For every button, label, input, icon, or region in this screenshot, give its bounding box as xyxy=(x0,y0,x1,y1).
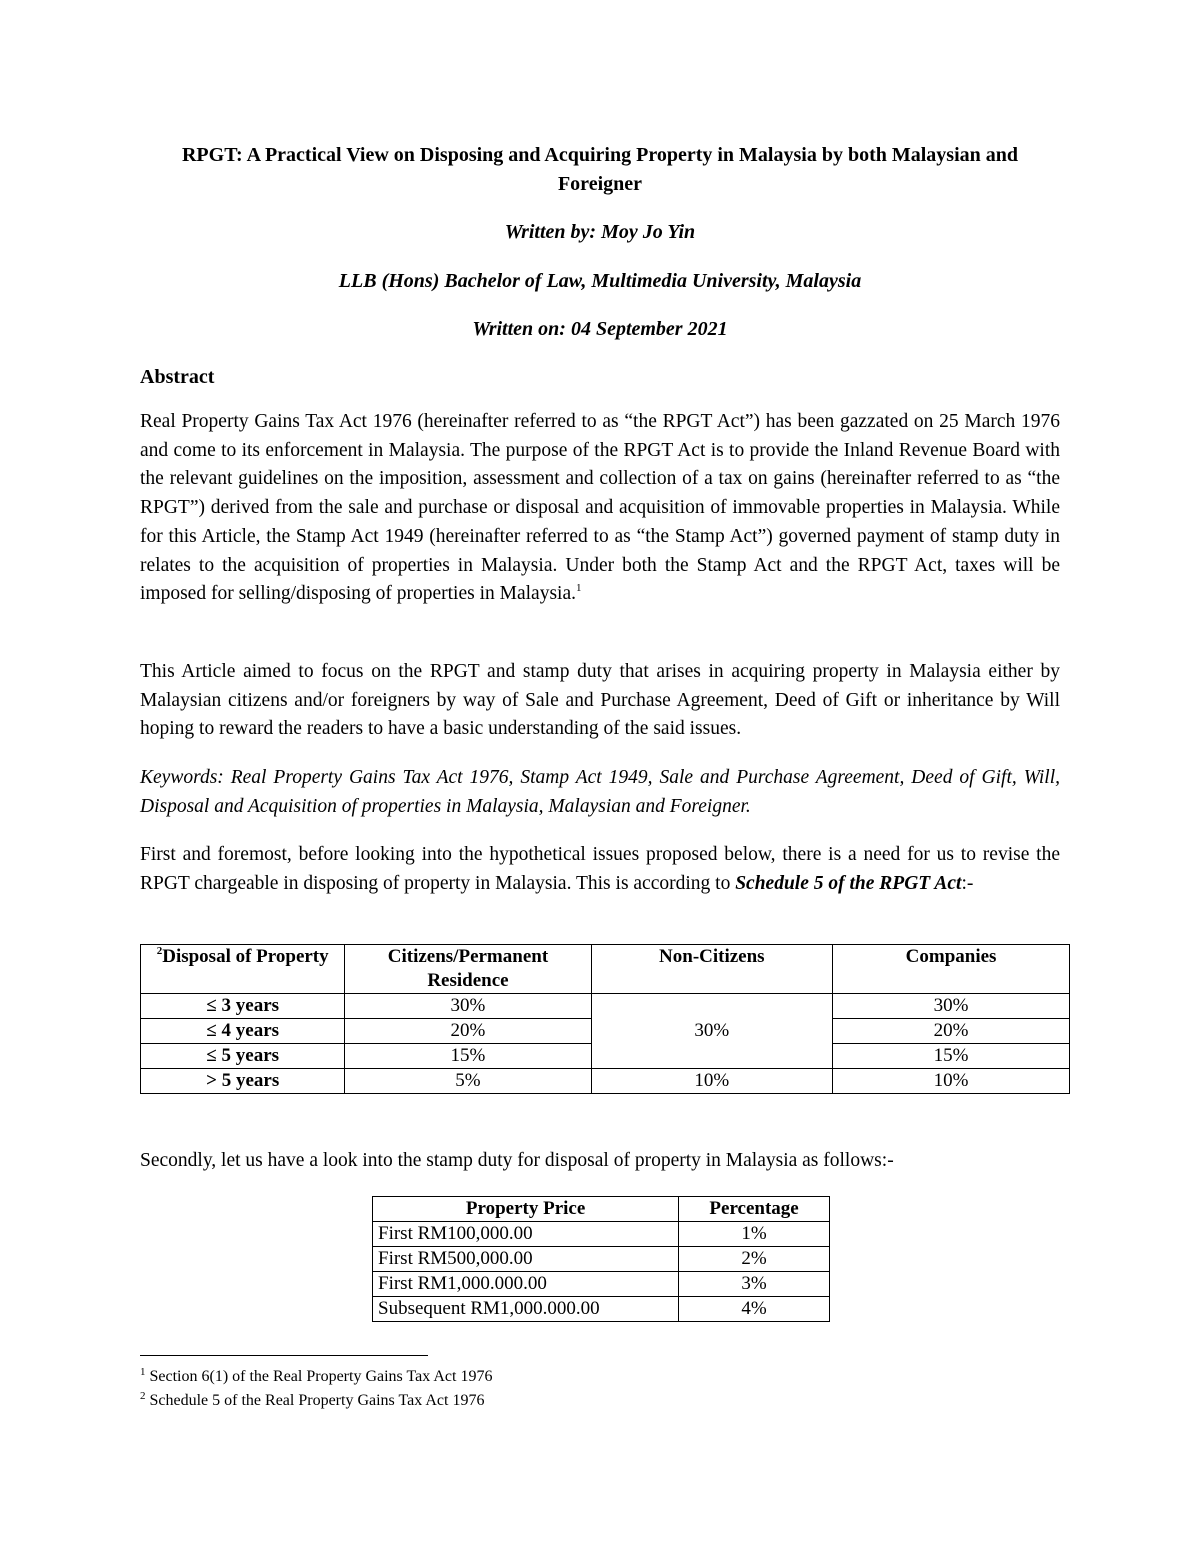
table-row xyxy=(141,994,1070,1019)
citizens-rate-cell: 5% xyxy=(345,1069,591,1094)
header-property-price: Property Price xyxy=(373,1197,679,1222)
companies-rate-cell: 10% xyxy=(833,1069,1070,1094)
non-citizens-merged-rate-cell: 30% xyxy=(591,994,833,1069)
footnote-1-text: Section 6(1) of the Real Property Gains Tax Act 1976 xyxy=(149,1368,493,1385)
percentage-cell: 1% xyxy=(679,1222,830,1247)
footnote-ref-1[interactable]: 1 xyxy=(575,582,582,595)
header-disposal-period-label: Disposal of Property xyxy=(162,946,329,967)
companies-rate-cell: 30% xyxy=(833,994,1070,1019)
percentage-cell: 3% xyxy=(679,1272,830,1297)
header-companies: Companies xyxy=(833,945,1070,994)
footnote-2 xyxy=(140,1390,484,1412)
header-citizens: Citizens/Permanent Residence xyxy=(345,945,591,994)
rpgt-rates-table xyxy=(140,944,1070,1094)
date-line: Written on: 04 September 2021 xyxy=(472,318,728,340)
document-title: RPGT: A Practical View on Disposing and Acquiring Property in Malaysia by both Malaysian and Foreigner xyxy=(181,144,1018,195)
period-cell: ≤ 5 years xyxy=(141,1044,345,1069)
footnote-1-mark: 1 xyxy=(140,1366,146,1378)
price-cell: First RM1,000.000.00 xyxy=(373,1272,679,1297)
table-row xyxy=(373,1247,830,1272)
table-row xyxy=(373,1222,830,1247)
abstract-paragraph-2: This Article aimed to focus on the RPGT and stamp duty that arises in acquiring property in Malaysia either by Malaysian citizens and/or foreigners by way of Sale and Purchase Agreement, Deed of Gift or inheritance by Will hoping to reward the readers to have a basic understanding of the said issues. xyxy=(140,661,1060,740)
period-cell: ≤ 3 years xyxy=(141,994,345,1019)
qualification-line: LLB (Hons) Bachelor of Law, Multimedia University, Malaysia xyxy=(338,270,862,292)
table-row xyxy=(141,1069,1070,1094)
footnote-2-text: Schedule 5 of the Real Property Gains Tax Act 1976 xyxy=(149,1392,485,1409)
header-disposal-period xyxy=(141,945,345,994)
period-cell: ≤ 4 years xyxy=(141,1019,345,1044)
abstract-paragraph-1 xyxy=(140,408,1060,609)
footnote-1 xyxy=(140,1366,492,1388)
percentage-cell: 2% xyxy=(679,1247,830,1272)
keywords-paragraph: Keywords: Real Property Gains Tax Act 1976, Stamp Act 1949, Sale and Purchase Agreement, Deed of Gift, Will, Disposal and Acquisition of properties in Malaysia, Malaysian and Foreigner. xyxy=(140,767,1060,817)
header-percentage: Percentage xyxy=(679,1197,830,1222)
table-row xyxy=(373,1297,830,1322)
companies-rate-cell: 20% xyxy=(833,1019,1070,1044)
abstract-heading: Abstract xyxy=(140,366,215,388)
citizens-rate-cell: 20% xyxy=(345,1019,591,1044)
table-header-row xyxy=(141,945,1070,994)
footnote-ref-2[interactable]: 2 xyxy=(156,945,163,957)
intro-paragraph-suffix: :- xyxy=(961,872,974,894)
period-cell: > 5 years xyxy=(141,1069,345,1094)
table-header-row xyxy=(373,1197,830,1222)
intro-paragraph-text: First and foremost, before looking into the hypothetical issues proposed below, there is a need for us to revise the RPGT chargeable in disposing of property in Malaysia. This is according to xyxy=(140,844,1060,894)
citizens-rate-cell: 30% xyxy=(345,994,591,1019)
price-cell: First RM500,000.00 xyxy=(373,1247,679,1272)
price-cell: Subsequent RM1,000.000.00 xyxy=(373,1297,679,1322)
footnote-divider xyxy=(140,1355,428,1356)
citizens-rate-cell: 15% xyxy=(345,1044,591,1069)
stamp-duty-intro: Secondly, let us have a look into the stamp duty for disposal of property in Malaysia as follows:- xyxy=(140,1150,894,1171)
footnote-2-mark: 2 xyxy=(140,1390,146,1402)
abstract-paragraph-1-text: Real Property Gains Tax Act 1976 (hereinafter referred to as “the RPGT Act”) has been gazzated on 25 March 1976 and come to its enforcement in Malaysia. The purpose of the RPGT Act is to provide the Inland Revenue Board with the relevant guidelines on the imposition, assessment and collection of a tax on gains (hereinafter referred to as “the RPGT”) derived from the sale and purchase or disposal and acquisition of immovable properties in Malaysia. While for this Article, the Stamp Act 1949 (hereinafter referred to as “the Stamp Act”) governed payment of stamp duty in relates to the acquisition of properties in Malaysia. Under both the Stamp Act and the RPGT Act, taxes will be imposed for selling/disposing of properties in Malaysia. xyxy=(140,411,1060,605)
percentage-cell: 4% xyxy=(679,1297,830,1322)
price-cell: First RM100,000.00 xyxy=(373,1222,679,1247)
intro-paragraph xyxy=(140,841,1060,898)
stamp-duty-table xyxy=(372,1196,830,1322)
table-row xyxy=(373,1272,830,1297)
author-line: Written by: Moy Jo Yin xyxy=(504,221,696,243)
non-citizens-rate-cell: 10% xyxy=(591,1069,833,1094)
schedule-reference: Schedule 5 of the RPGT Act xyxy=(735,872,962,894)
companies-rate-cell: 15% xyxy=(833,1044,1070,1069)
header-non-citizens: Non-Citizens xyxy=(591,945,833,994)
